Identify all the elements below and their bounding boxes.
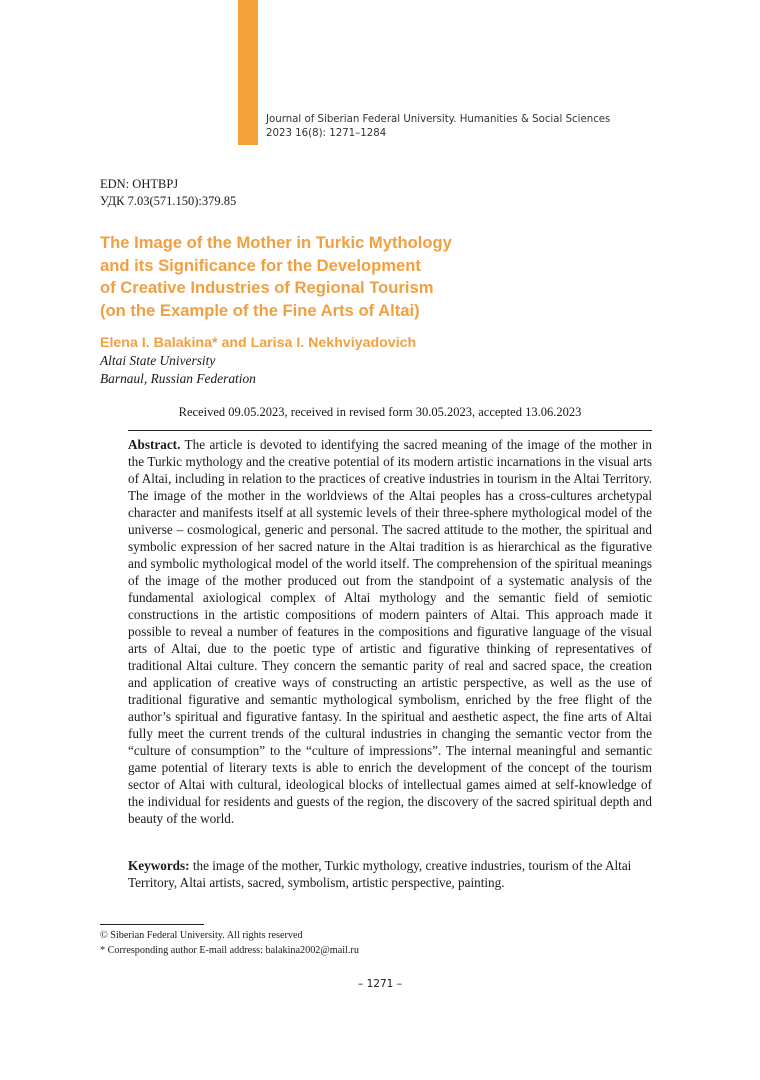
journal-accent-bar xyxy=(238,0,258,145)
copyright-note: © Siberian Federal University. All rights reserved xyxy=(100,930,303,941)
keywords-text: the image of the mother, Turkic mythology, creative industries, tourism of the Altai Territory, Altai artists, sacred, symbolism, artistic perspective, painting. xyxy=(128,858,632,890)
footnotes xyxy=(100,929,359,958)
title-line: of Creative Industries of Regional Tourism xyxy=(100,278,434,297)
identifiers xyxy=(100,176,236,210)
corresponding-author-note: * Corresponding author E-mail address: balakina2002@mail.ru xyxy=(100,944,359,956)
keywords-label: Keywords: xyxy=(128,858,190,873)
title-line: and its Significance for the Development xyxy=(100,255,421,275)
abstract-label: Abstract. xyxy=(128,437,181,452)
affiliation-university: Altai State University xyxy=(100,353,216,368)
journal-header xyxy=(266,113,746,140)
authors: Elena I. Balakina* and Larisa I. Nekhviyadovich xyxy=(100,335,417,351)
abstract-text: The article is devoted to identifying the sacred meaning of the image of the mother in the Turkic mythology and the creative potential of its modern artistic incarnations in the visual arts of Altai, including in relation to the practices of creative industries in tourism in the Altai Territory. The image of the mother in the worldviews of the Altai peoples has a cross-cultures archetypal character and manifests itself at all systemic levels of their three-sphere mythological model of the universe – cosmological, generic and personal. The sacred attitude to the mother, the spiritual and symbolic expression of her sacred nature in the Altai tradition is as hierarchical as the figurative and symbolic mythological model of the world itself. The comprehension of the spiritual meanings of the image of the mother produced out from the standpoint of a systematic analysis of the fundamental axiological complex of Altai mythology and the semantic field of semiotic constructions in the artistic compositions of modern painters of Altai. This approach made it possible to reveal a number of features in the compositions and figurative language of the visual arts of Altai, due to the poetic type of artistic and figurative thinking of representatives of traditional Altai culture. They concern the semantic parity of real and sacred space, the creation and application of creative ways of constructing an artistic perspective, as well as the use of traditional figurative and semantic mythological symbolism, enriched by the free flight of the author’s spiritual and figurative fantasy. In the spiritual and aesthetic aspect, the fine arts of Altai fully meet the current trends of the cultural industries in changing the semantic vector from the “culture of consumption” to the “culture of impressions”. The internal meaningful and semantic game potential of literary texts is able to enrich the development of the concept of the tourism sector of Altai with cultural, ideological blocks of intellectual games aimed at self-knowledge of the individual for residents and guests of the region, the discovery of the sacred spiritual depth and beauty of the world. xyxy=(128,437,652,826)
footnote-divider xyxy=(100,924,204,925)
affiliation xyxy=(100,352,256,387)
abstract xyxy=(128,436,652,827)
affiliation-location: Barnaul, Russian Federation xyxy=(100,370,256,386)
edn-code: EDN: OHTBPJ xyxy=(100,177,179,191)
journal-name: Journal of Siberian Federal University. Humanities & Social Sciences xyxy=(266,114,611,125)
abstract-divider xyxy=(128,430,652,431)
page-number: – 1271 – xyxy=(358,978,402,990)
received-dates: Received 09.05.2023, received in revised form 30.05.2023, accepted 13.06.2023 xyxy=(178,405,582,419)
article-title xyxy=(100,232,660,322)
keywords xyxy=(128,857,652,891)
title-line: The Image of the Mother in Turkic Mythology xyxy=(100,233,452,252)
journal-citation: 2023 16(8): 1271–1284 xyxy=(266,127,387,139)
udk-code: УДК 7.03(571.150):379.85 xyxy=(100,194,237,208)
title-line: (on the Example of the Fine Arts of Altai) xyxy=(100,300,420,320)
